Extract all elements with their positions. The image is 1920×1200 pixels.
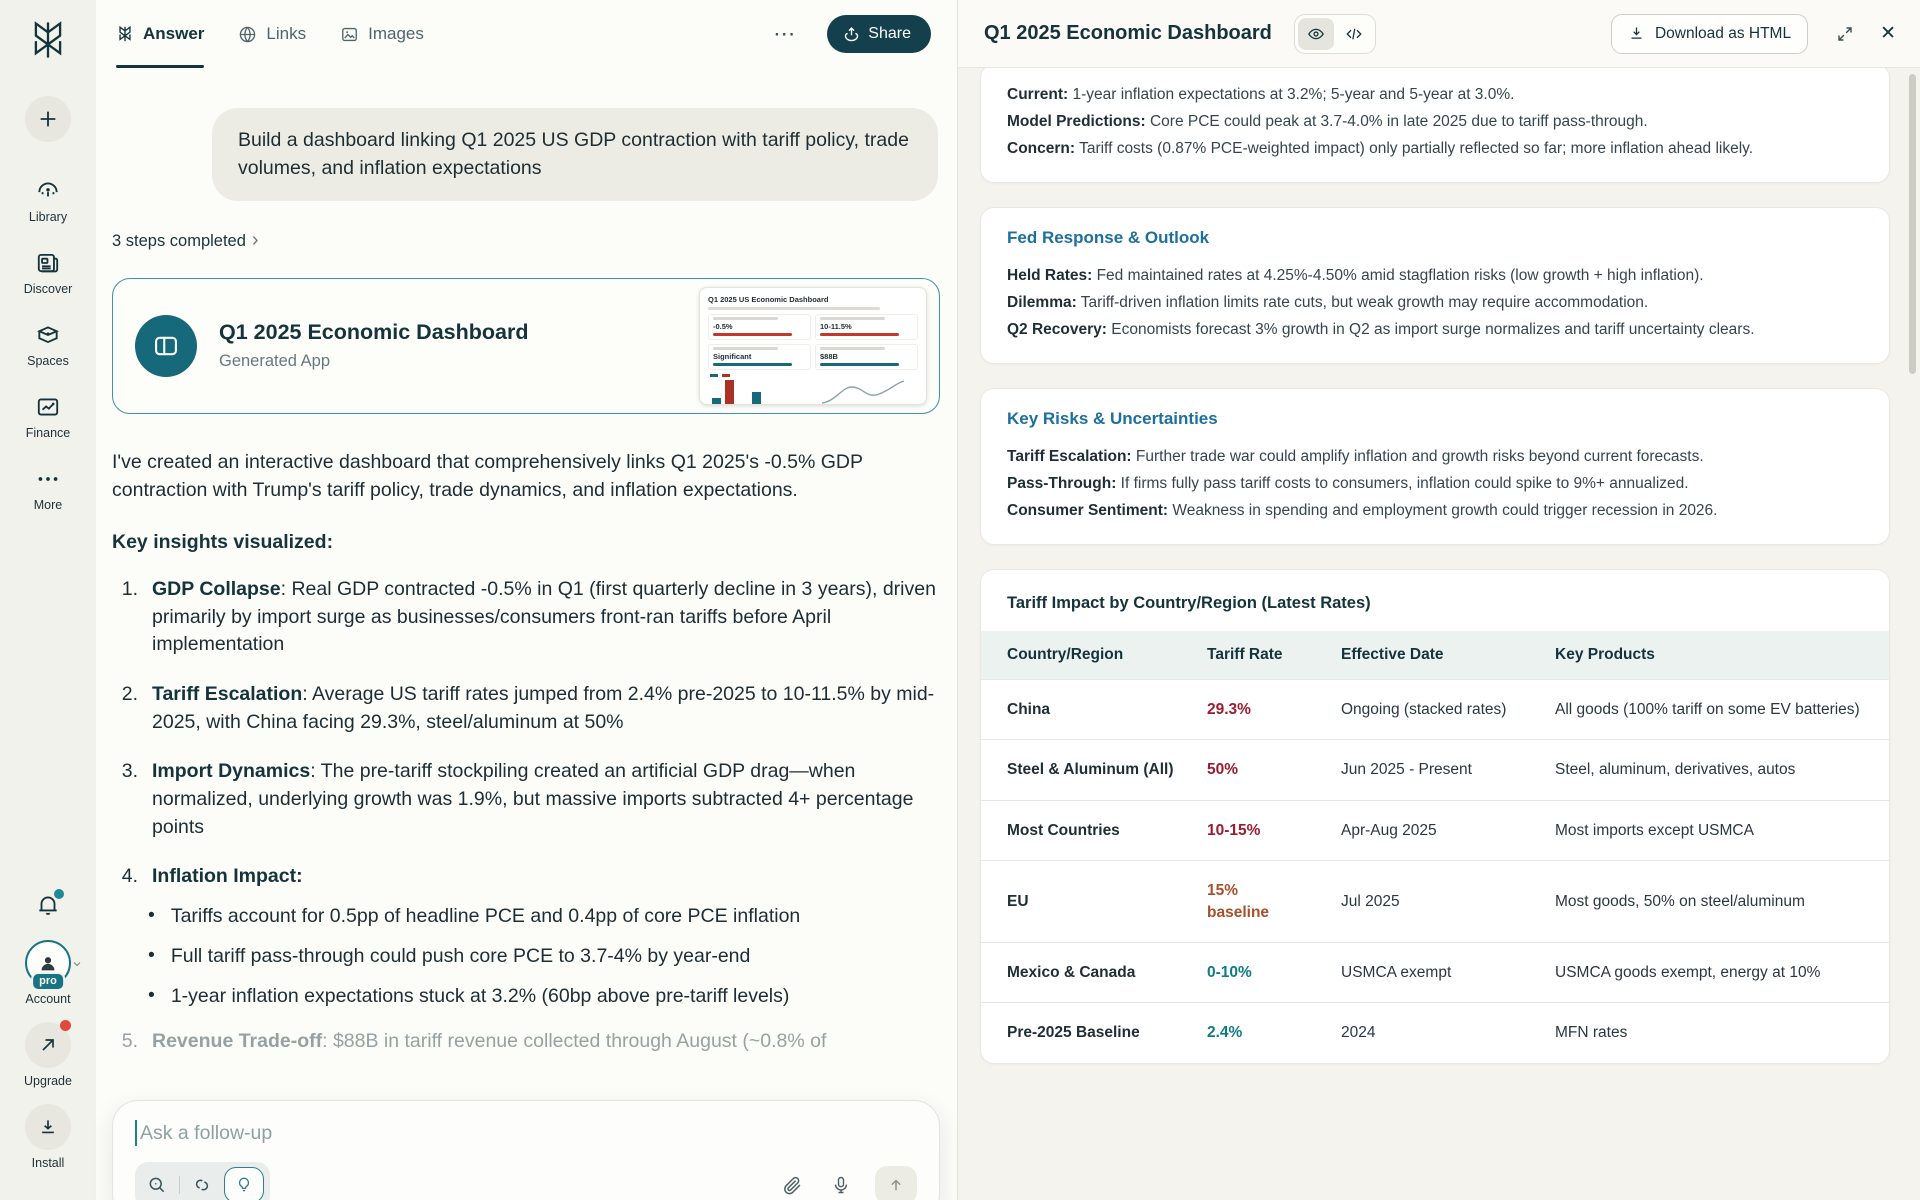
account-menu[interactable] (25, 940, 71, 1006)
list-item: 3. Import Dynamics: The pre-tariff stockpiling created an artificial GDP drag—when normalized, underlying growth was 1.9%, but massive imports subtracted 4+ percentage points (121, 760, 914, 838)
tariff-table-card (980, 569, 1890, 1064)
install-label: Install (31, 1156, 65, 1170)
perplexity-logo-icon[interactable] (26, 18, 70, 62)
discover-icon (35, 250, 61, 276)
list-item-truncated: 5. Revenue Trade-off: $88B in tariff revenue collected through August (~0.8% of (121, 1030, 827, 1053)
answer-intro: I've created an interactive dashboard that comprehensively links Q1 2025's -0.5% GDP contraction with Trump's tariff policy, trade dynamics, and inflation expectations. (112, 450, 863, 502)
bullet-list (112, 905, 940, 1008)
table-row: Mexico & Canada 0-10% USMCA exempt USMCA goods exempt, energy at 10% (981, 942, 1889, 1002)
account-label: Account (25, 992, 71, 1006)
sidebar-item-library[interactable] (29, 178, 67, 224)
panel-header (958, 0, 1920, 68)
sidebar-item-label: Spaces (27, 354, 69, 368)
more-dots-icon (35, 466, 61, 492)
app-icon (135, 315, 197, 377)
notifications-bell-icon[interactable] (35, 892, 61, 918)
close-icon[interactable]: ✕ (1880, 23, 1896, 44)
attach-paperclip-icon[interactable] (782, 1175, 803, 1196)
notification-dot (54, 889, 64, 899)
panel-title: Q1 2025 Economic Dashboard (984, 22, 1272, 44)
download-html-button[interactable]: Download as HTML (1611, 14, 1808, 54)
generated-app-card[interactable] (112, 278, 940, 414)
bullet-item: • Tariffs account for 0.5pp of headline PCE and 0.4pp of core PCE inflation (148, 904, 801, 928)
section-heading: Fed Response & Outlook (1007, 228, 1210, 247)
thread-panel (96, 0, 957, 1200)
app-preview-thumbnail: Q1 2025 US Economic Dashboard -0.5% 10-11.5% Significant $88B (699, 287, 927, 405)
sidebar-item-more[interactable] (34, 466, 62, 512)
app-preview-panel (957, 0, 1920, 1200)
table-title: Tariff Impact by Country/Region (Latest Rates) (1007, 594, 1371, 612)
share-button[interactable]: Share (827, 15, 931, 53)
spaces-icon (35, 322, 61, 348)
finance-icon (35, 394, 61, 420)
sidebar-item-discover[interactable] (24, 250, 73, 296)
pro-badge: pro (31, 972, 65, 991)
app-card-title: Q1 2025 Economic Dashboard (219, 320, 529, 345)
bullet-item: • Full tariff pass-through could push core PCE to 3.7-4% by year-end (148, 944, 751, 968)
table-row: Pre-2025 Baseline 2.4% 2024 MFN rates (981, 1003, 1889, 1063)
upgrade-button[interactable] (24, 1022, 72, 1088)
chevron-right-icon: › (251, 228, 259, 251)
upgrade-label: Upgrade (24, 1074, 72, 1088)
insights-list (112, 576, 940, 1056)
table-header-row: Country/Region Tariff Rate Effective Date Key Products (981, 631, 1889, 680)
text-caret (135, 1120, 137, 1146)
thread-scroll-area (96, 108, 957, 1200)
more-actions-icon[interactable]: ⋯ (773, 21, 798, 46)
panel-card-inflation: Current: 1-year inflation expectations at 3.2%; 5-year and 5-year at 3.0%. Model Predictions: Core PCE could peak at 3.7-4.0% in late 2025 due to tariff pass-through. Concern: Tariff costs (0.87% PCE-weighted impact) only partially reflected so far; more inflation ahead likely. (980, 68, 1890, 183)
upgrade-dot (60, 1020, 71, 1031)
insights-heading: Key insights visualized: (112, 530, 334, 553)
steps-completed-link[interactable]: 3 steps completed › (112, 228, 259, 251)
panel-scroll-area (958, 68, 1920, 1200)
table-row: Steel & Aluminum (All) 50% Jun 2025 - Present Steel, aluminum, derivatives, autos (981, 740, 1889, 800)
left-rail (0, 0, 96, 1200)
new-thread-button[interactable] (25, 96, 71, 142)
tab-links[interactable]: Links (238, 0, 306, 68)
search-mode-icon[interactable] (147, 1175, 167, 1195)
view-toggle (1294, 14, 1376, 54)
submit-button[interactable] (875, 1166, 917, 1200)
user-query-bubble: Build a dashboard linking Q1 2025 US GDP contraction with tariff policy, trade volumes, and inflation expectations (212, 108, 938, 201)
sidebar-item-finance[interactable] (26, 394, 70, 440)
divider (179, 1176, 180, 1194)
followup-input[interactable]: Ask a follow-up (135, 1120, 917, 1146)
code-view-toggle[interactable] (1336, 18, 1372, 50)
tariff-table (981, 631, 1889, 1063)
list-item: 2. Tariff Escalation: Average US tariff rates jumped from 2.4% pre-2025 to 10-11.5% by mid-2025, with China facing 29.3%, steel/aluminum at 50% (121, 682, 935, 733)
panel-card-key-risks: Key Risks & Uncertainties Tariff Escalation: Further trade war could amplify inflation and growth risks beyond current forecasts. Pass-Through: If firms fully pass tariff costs to consumers, inflation could spike to 9%+ annualized. Consumer Sentiment: Weakness in spending and employment growth could trigger recession in 2026. (980, 388, 1890, 545)
thread-header (96, 0, 957, 68)
install-button[interactable] (25, 1104, 71, 1170)
app-card-subtitle: Generated App (219, 352, 331, 371)
microphone-icon[interactable] (831, 1175, 851, 1195)
reasoning-toggle[interactable] (224, 1167, 264, 1200)
section-heading: Key Risks & Uncertainties (1007, 409, 1218, 428)
followup-composer (112, 1100, 940, 1200)
list-item: 4. Inflation Impact: (121, 865, 303, 888)
table-row: Most Countries 10-15% Apr-Aug 2025 Most imports except USMCA (981, 800, 1889, 860)
sidebar-item-label: Library (28, 210, 68, 224)
sidebar-item-spaces[interactable] (27, 322, 69, 368)
panel-card-fed-response: Fed Response & Outlook Held Rates: Fed maintained rates at 4.25%-4.50% amid stagflation risks (low growth + high inflation). Dilemma: Tariff-driven inflation limits rate cuts, but weak growth may require accommodation. Q2 Recovery: Economists forecast 3% growth in Q2 as import surge normalizes and tariff uncertainty clears. (980, 207, 1890, 364)
preview-eye-toggle[interactable] (1298, 18, 1334, 50)
table-row: China 29.3% Ongoing (stacked rates) All goods (100% tariff on some EV batteries) (981, 680, 1889, 740)
avatar (25, 940, 71, 986)
library-icon (35, 178, 61, 204)
mode-pill (135, 1162, 270, 1200)
sidebar-item-label: Discover (23, 282, 73, 296)
tab-images[interactable]: Images (340, 0, 424, 68)
mini-chart (708, 375, 918, 405)
chevron-down-icon (71, 958, 83, 970)
sidebar-item-label: Finance (25, 426, 71, 440)
sidebar-item-label: More (33, 498, 63, 512)
bullet-item: • 1-year inflation expectations stuck at 3.2% (60bp above pre-tariff levels) (148, 984, 790, 1008)
panel-scrollbar[interactable] (1909, 74, 1916, 374)
labs-icon[interactable] (192, 1175, 212, 1195)
tab-answer[interactable]: Answer (116, 0, 204, 68)
table-row: EU 15% baseline Jul 2025 Most goods, 50% on steel/aluminum (981, 861, 1889, 943)
expand-icon[interactable] (1836, 25, 1854, 43)
list-item: 1. GDP Collapse: Real GDP contracted -0.5% in Q1 (first quarterly decline in 3 years), driven primarily by import surge as businesses/consumers front-ran tariffs before April implementation (121, 577, 936, 656)
